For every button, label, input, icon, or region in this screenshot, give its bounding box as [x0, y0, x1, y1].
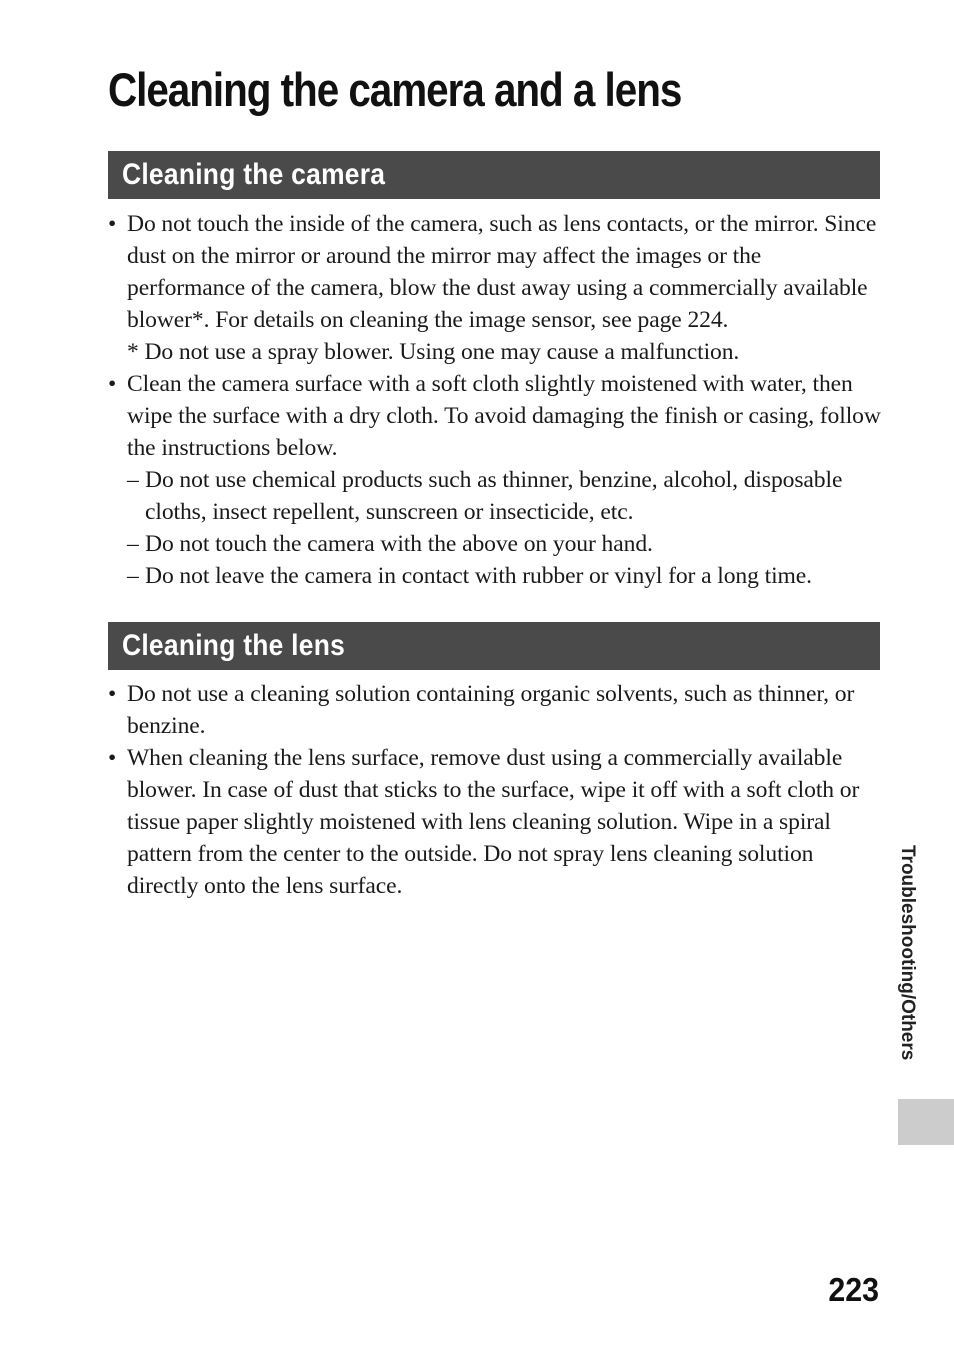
bullet-text: Clean the camera surface with a soft cloth slightly moistened with water, then wipe the surface with a dry cloth. To avoid damaging the finish or casing, follow the instructions below.: [127, 371, 881, 461]
chapter-tab-marker: [898, 1099, 954, 1145]
section-title: Cleaning the lens: [122, 629, 346, 662]
section-body-cleaning-camera: [108, 208, 883, 592]
dash-text: Do not leave the camera in contact with rubber or vinyl for a long time.: [145, 563, 812, 589]
bullet-icon: •: [108, 681, 117, 707]
section-header-cleaning-camera: [108, 151, 880, 199]
chapter-side-label: [892, 845, 922, 1085]
bullet-icon: •: [108, 371, 117, 397]
page-number: 223: [828, 1271, 879, 1308]
bullet-icon: •: [108, 745, 117, 771]
bullet-text: Do not use a cleaning solution containing organic solvents, such as thinner, or benzine.: [127, 681, 855, 739]
section-header-cleaning-lens: [108, 622, 880, 670]
dash-text: Do not use chemical products such as thinner, benzine, alcohol, disposable cloths, insect repellent, sunscreen or insecticide, etc.: [145, 467, 843, 525]
dash-icon: –: [127, 531, 139, 557]
chapter-label-text: Troubleshooting/Others: [897, 845, 918, 1061]
page-title: Cleaning the camera and a lens: [108, 63, 682, 116]
bullet-item: [108, 678, 883, 742]
bullet-item: [108, 368, 883, 592]
dash-item: [127, 464, 883, 528]
bullet-item: [108, 208, 883, 368]
bullet-icon: •: [108, 211, 117, 237]
bullet-item: [108, 742, 883, 902]
dash-icon: –: [127, 563, 139, 589]
dash-icon: –: [127, 467, 139, 493]
section-title: Cleaning the camera: [122, 158, 386, 191]
dash-item: [127, 560, 883, 592]
dash-text: Do not touch the camera with the above on your hand.: [145, 531, 653, 557]
dash-item: [127, 528, 883, 560]
bullet-text: Do not touch the inside of the camera, such as lens contacts, or the mirror. Since dust on the mirror or around the mirror may affect the images or the performance of the camera, blow the dust away using a commercially available blower*. For details on cleaning the image sensor, see page 224.: [127, 211, 877, 333]
bullet-text: When cleaning the lens surface, remove dust using a commercially available blower. In case of dust that sticks to the surface, wipe it off with a soft cloth or tissue paper slightly moistened with lens cleaning solution. Wipe in a spiral pattern from the center to the outside. Do not spray lens cleaning solution directly onto the lens surface.: [127, 745, 860, 899]
section-body-cleaning-lens: [108, 678, 883, 902]
footnote-text: * Do not use a spray blower. Using one may cause a malfunction.: [127, 339, 740, 365]
